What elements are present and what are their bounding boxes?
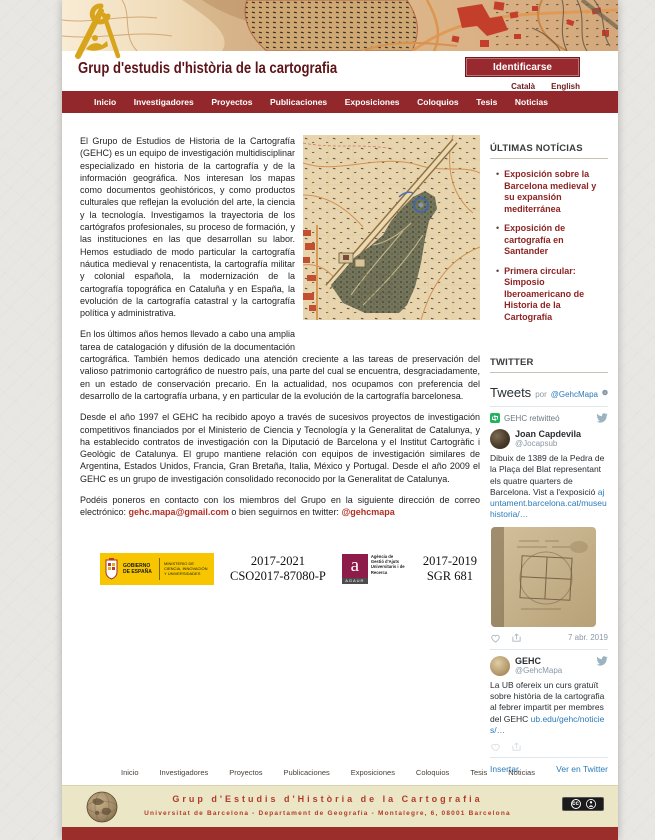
- tweet2-author-row: [490, 656, 608, 676]
- banner-map-image: [62, 0, 618, 51]
- login-area: [465, 57, 580, 91]
- funding-paragraph: Desde el año 1997 el GEHC ha recibido apoyo a través de sucesivos proyectos de investigación competitivos financiados por el Ministerio de Ciencia y Tecnología y la Generalitat de Catalunya, y ha establecido contratos de investigación con la Diputació de Barcelona y el Institut Cartogràfic i Geològic de Catalunya. El grupo mantiene relación con equipos de investigación similares de Argentina, Estados Unidos, Francia, Gran Bretaña, Italia, México y Portugal. Desde el año 2009 el GEHC es un grupo de investigación consolidado reconocido por la Generalitat de Catalunya.: [80, 412, 480, 484]
- tweet1-author-handle[interactable]: @Jocapsub: [515, 439, 558, 448]
- ministry-label: MINISTERIO DE CIENCIA, INNOVACIÓN Y UNIVERSIDADES: [164, 561, 208, 577]
- agaur-abbr: AGAUR: [342, 578, 368, 584]
- tweet1-names: [515, 429, 608, 449]
- tweets-by-label: por: [535, 390, 547, 399]
- tweet2-text-body: La UB ofereix un curs gratuït sobre història de la cartografia al febrer impartit per membres del GEHC: [490, 679, 605, 724]
- news-list: [496, 169, 608, 323]
- cc-icon: cc: [572, 801, 579, 807]
- nav-item-investigadores[interactable]: Investigadores: [133, 97, 194, 107]
- grant-cso-code: CSO2017-87080-P: [230, 568, 326, 583]
- retweet-label: GEHC retwitteó: [504, 413, 560, 423]
- tweet2-url-link[interactable]: ub.edu/gehc/noticies/…: [490, 713, 605, 735]
- footer-nav-tesis[interactable]: Tesis: [470, 768, 488, 777]
- tweet1-author-name[interactable]: Joan Capdevila: [515, 429, 582, 439]
- twitter-widget: [490, 385, 608, 774]
- nav-item-proyectos[interactable]: Proyectos: [211, 97, 253, 107]
- footer-nav-investigadores[interactable]: Investigadores: [159, 768, 209, 777]
- grant-sgr-years: 2017-2019: [422, 553, 478, 568]
- latest-news-heading: ÚLTIMAS NOTÍCIAS: [490, 143, 608, 159]
- park-map-image: [303, 135, 480, 320]
- spain-coat-of-arms-icon: [104, 558, 119, 580]
- email-link[interactable]: gehc.mapa@gmail.com: [128, 507, 229, 518]
- tweet2-names: [515, 656, 591, 676]
- news-item: [496, 266, 608, 324]
- cc-by-person-icon: [586, 799, 596, 809]
- tweet2-avatar[interactable]: [490, 656, 510, 676]
- tweet1-author-row: [490, 429, 608, 449]
- intro-paragraph: El Grupo de Estudios de Historia de la Cartografía (GEHC) es un equipo de investigación multidisciplinar especializado en historia de la cartografía y de la información geográfica. Nos interesan los mapas como documentos geohistóricos, y como productos culturales que reflejan la evolución del arte, la ciencia y la tecnología. Investigamos la trayectoria de los cartógrafos profesionales, su proceso de formación, y las instituciones en las que desarrollan su labor. Hemos estudiado de modo particular la cartografía náutica medieval y renacentista, la cartografía militar y colonial española, la modernización de la cartografía topográfica en Cataluña y en España, la evolución de la cartografía catastral y la cartografía política y administrativa.: [80, 136, 295, 319]
- globe-icon: [86, 791, 118, 823]
- view-on-twitter-link[interactable]: Ver en Twitter: [556, 764, 608, 775]
- contact-middle: o bien seguirnos en twitter:: [231, 507, 339, 518]
- tweet2-author-handle[interactable]: @GehcMapa: [515, 665, 563, 675]
- footer-nav-exposiciones[interactable]: Exposiciones: [350, 768, 395, 777]
- widget-divider: [490, 406, 608, 407]
- tweet1-date-link[interactable]: 7 abr. 2019: [567, 633, 608, 643]
- tweet1-image[interactable]: [491, 527, 596, 627]
- news-link-santander[interactable]: Exposición de cartografía en Santander: [504, 223, 566, 256]
- svg-text:i: i: [604, 389, 606, 395]
- agaur-name: Agència de Gestió d'Ajuts Universitaris i de Recerca: [370, 553, 405, 575]
- tweets-title: Tweets: [490, 385, 532, 400]
- nav-item-inicio[interactable]: Inicio: [94, 97, 117, 107]
- news-item: [496, 169, 608, 215]
- twitter-widget-header: [490, 385, 608, 400]
- bullet-icon: •: [496, 169, 500, 179]
- main-navigation: [62, 91, 618, 113]
- tweet2-text: [490, 680, 608, 736]
- like-icon[interactable]: [490, 633, 501, 643]
- language-switcher: [465, 82, 580, 91]
- tweet1-actions: [490, 633, 608, 643]
- nav-item-exposiciones[interactable]: Exposiciones: [344, 97, 400, 107]
- agaur-logo: [342, 554, 407, 584]
- login-button[interactable]: Identificarse: [465, 57, 580, 77]
- footer-nav-publicaciones[interactable]: Publicaciones: [283, 768, 330, 777]
- info-icon[interactable]: [602, 388, 608, 397]
- main-column: [80, 135, 480, 760]
- title-bar: [62, 51, 618, 91]
- tweet1-text-body: Dibuix de 1389 de la Pedra de la Plaça del Blat representant els quatre quarters de Barcelona. Vist a l'exposició: [490, 453, 605, 497]
- nav-item-tesis[interactable]: Tesis: [476, 97, 498, 107]
- twitter-handle-link[interactable]: @gehcmapa: [341, 507, 395, 518]
- share-icon[interactable]: [511, 742, 522, 751]
- widget-divider: [490, 757, 608, 758]
- agaur-a-glyph: a: [342, 554, 368, 578]
- gov-logo-divider: [159, 558, 160, 580]
- footer-nav-coloquios[interactable]: Coloquios: [415, 768, 450, 777]
- twitter-bird-icon: [596, 656, 608, 666]
- retweet-icon: [490, 413, 500, 423]
- site-container: [62, 0, 618, 840]
- funding-logos: [100, 553, 480, 585]
- site-logo-compass-icon: [68, 2, 128, 60]
- nav-item-publicaciones[interactable]: Publicaciones: [270, 97, 328, 107]
- footer-nav-inicio[interactable]: Inicio: [121, 768, 139, 777]
- gobierno-espana-logo: [100, 553, 214, 585]
- footer-nav-noticias[interactable]: Noticias: [508, 768, 535, 777]
- site-footer: [62, 785, 618, 827]
- contact-prefix: Podéis poneros en contacto con los miembros del Grupo en la siguiente dirección de correo electrónico:: [80, 495, 480, 518]
- tweet1-url-link[interactable]: ajuntament.barcelona.cat/museuhistoria/…: [490, 486, 607, 520]
- twitter-heading: TWITTER: [490, 357, 608, 373]
- footer-address: Universitat de Barcelona - Departament de Geografia - Montalegre, 6, 08001 Barcelona: [144, 810, 511, 817]
- news-item: [496, 223, 608, 258]
- footer-nav-proyectos[interactable]: Proyectos: [229, 768, 263, 777]
- twitter-bird-icon: [596, 413, 608, 423]
- footer-text-block: [132, 794, 523, 817]
- footer-site-title: Grup d'Estudis d'Història de la Cartografia: [172, 794, 483, 804]
- tweet2-actions: [490, 742, 608, 751]
- grant-sgr: [423, 554, 477, 584]
- tweet1-text: [490, 453, 608, 521]
- catalog-paragraph: En los últimos años hemos llevado a cabo una amplia tarea de catalogación y difusión de la documentación cartográfica. También hemos dedicado una atención creciente a las tareas de preservación del valioso patrimonio cartográfico de nuestro país, una parte del cual se encuentra, desgraciadamente, en un estado de conservación precario. En la actualidad, nos ocupamos con preferencia del desarrollo de la cartografía urbana, y en particular de la evolución de la cartografía barcelonesa.: [80, 329, 480, 401]
- agaur-square-icon: [342, 554, 368, 584]
- contact-paragraph: [80, 494, 480, 519]
- lang-english-link[interactable]: English: [551, 82, 580, 91]
- header-map-banner: [62, 0, 618, 51]
- gobierno-label: GOBIERNO DE ESPAÑA: [123, 562, 152, 575]
- page-title[interactable]: Grup d'estudis d'història de la cartografia: [78, 60, 338, 77]
- grant-sgr-code: SGR 681: [426, 568, 474, 583]
- news-link-simposio[interactable]: Primera circular: Simposio Iberoamericano de Historia de la Cartografía: [504, 265, 585, 322]
- like-icon[interactable]: [490, 742, 501, 751]
- tweet2-author-name[interactable]: GEHC: [515, 655, 542, 666]
- widget-divider: [490, 649, 608, 650]
- grant-cso-years: 2017-2021: [250, 553, 305, 568]
- share-icon[interactable]: [511, 633, 522, 643]
- tweets-account-link[interactable]: @GehcMapa: [550, 390, 599, 399]
- footer-bottom-bar: [62, 827, 618, 840]
- bullet-icon: •: [496, 265, 500, 276]
- creative-commons-badge[interactable]: [562, 797, 604, 811]
- lang-catala-link[interactable]: Català: [511, 82, 536, 91]
- grant-cso: [230, 554, 326, 584]
- tweet1-avatar[interactable]: [490, 429, 510, 449]
- nav-item-noticias[interactable]: Noticias: [514, 97, 548, 107]
- news-link-barcelona-medieval[interactable]: Exposición sobre la Barcelona medieval y su expansión mediterránea: [504, 169, 597, 214]
- embed-tweets-link[interactable]: Insertar: [490, 764, 519, 775]
- nav-item-coloquios[interactable]: Coloquios: [417, 97, 459, 107]
- retweet-row: [490, 413, 608, 423]
- bullet-icon: •: [496, 223, 500, 233]
